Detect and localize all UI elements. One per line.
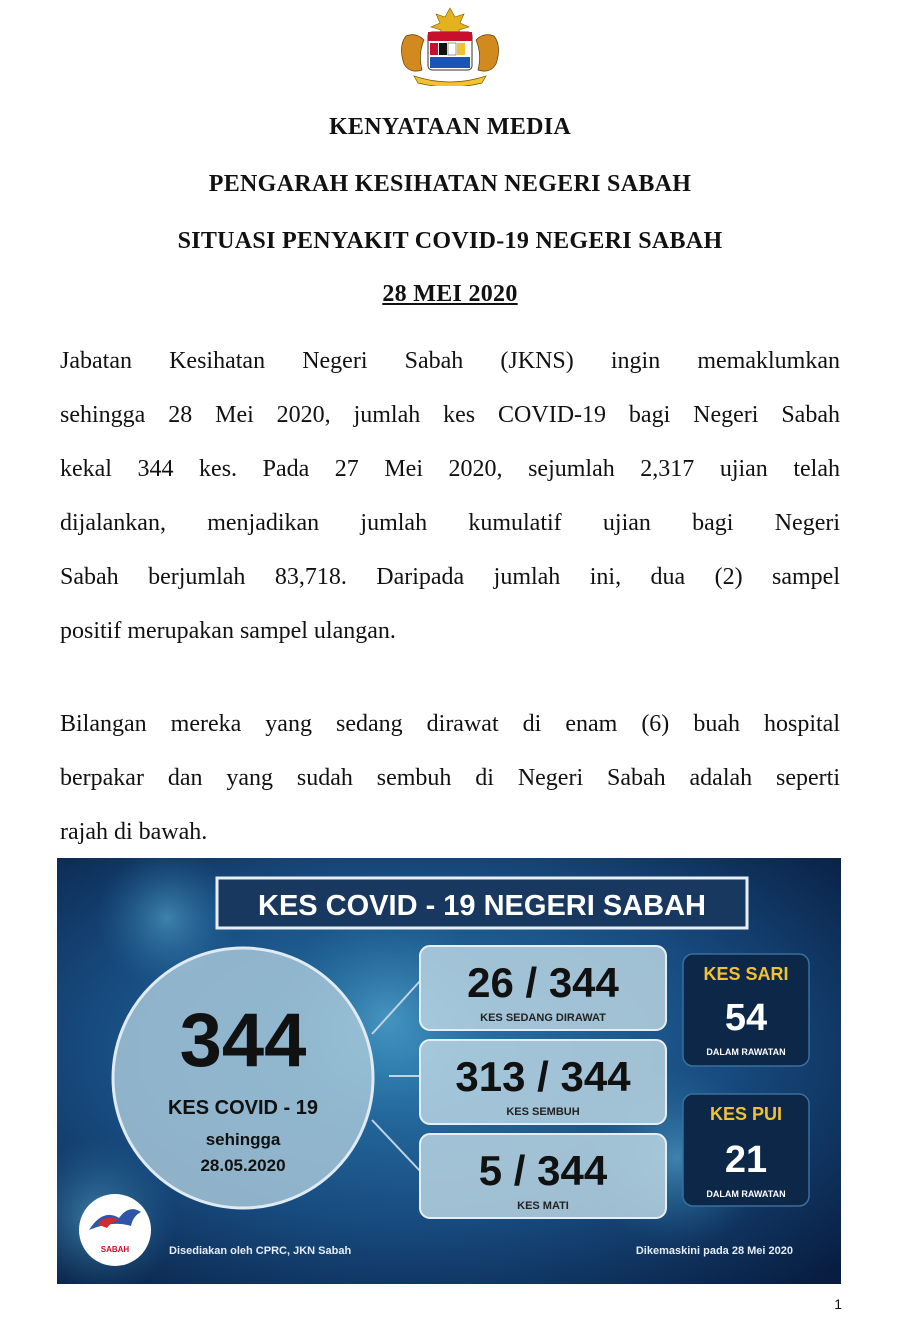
recovered-label: KES SEMBUH (506, 1106, 580, 1118)
updated-date: Dikemaskini pada 28 Mei 2020 (635, 1245, 793, 1257)
heading-media-statement: KENYATAAN MEDIA (328, 114, 572, 140)
total-cases-value: 344 (179, 998, 307, 1083)
since-date: 28.05.2020 (200, 1156, 286, 1175)
paragraph-1 (60, 334, 840, 658)
infographic-title: KES COVID - 19 NEGERI SABAH (258, 890, 706, 922)
treated-value: 26 / 344 (467, 959, 619, 1006)
paragraph-line: kekal 344 kes. Pada 27 Mei 2020, sejumlah 2,317 ujian telah (60, 456, 840, 482)
pui-label: DALAM RAWATAN (706, 1189, 786, 1199)
paragraph-line: Bilangan mereka yang sedang dirawat di enam (6) buah hospital (60, 711, 840, 737)
page-number: 1 (834, 1296, 842, 1312)
sari-title: KES SARI (703, 964, 789, 984)
paragraph-line: rajah di bawah. (60, 819, 208, 845)
recovered-value: 313 / 344 (455, 1053, 631, 1100)
heading-situation: SITUASI PENYAKIT COVID-19 NEGERI SABAH (177, 228, 723, 254)
prepared-by: Disediakan oleh CPRC, JKN Sabah (169, 1245, 352, 1257)
sari-label: DALAM RAWATAN (706, 1047, 786, 1057)
treated-label: KES SEDANG DIRAWAT (480, 1012, 606, 1024)
paragraph-line: berpakar dan yang sudah sembuh di Negeri Sabah adalah seperti (60, 765, 840, 791)
deaths-value: 5 / 344 (478, 1147, 608, 1194)
covid-infographic (57, 858, 841, 1284)
sari-value: 54 (724, 997, 768, 1039)
paragraph-line: Jabatan Kesihatan Negeri Sabah (JKNS) ingin memaklumkan (60, 348, 840, 374)
heading-date: 28 MEI 2020 (382, 281, 518, 307)
total-cases-label: KES COVID - 19 (167, 1097, 319, 1119)
sabah-logo-text: SABAH (100, 1245, 130, 1254)
coat-of-arms-logo (392, 6, 508, 86)
since-label: sehingga (205, 1130, 281, 1149)
pui-title: KES PUI (709, 1104, 783, 1124)
deaths-label: KES MATI (517, 1200, 569, 1212)
paragraph-line: sehingga 28 Mei 2020, jumlah kes COVID-19 bagi Negeri Sabah (60, 402, 840, 428)
paragraph-line: Sabah berjumlah 83,718. Daripada jumlah ini, dua (2) sampel (60, 564, 840, 590)
pui-value: 21 (724, 1139, 768, 1181)
paragraph-2 (60, 697, 840, 859)
heading-director: PENGARAH KESIHATAN NEGERI SABAH (208, 171, 692, 197)
sabah-logo (79, 1194, 151, 1266)
paragraph-line: positif merupakan sampel ulangan. (60, 618, 396, 644)
paragraph-line: dijalankan, menjadikan jumlah kumulatif ujian bagi Negeri (60, 510, 840, 536)
